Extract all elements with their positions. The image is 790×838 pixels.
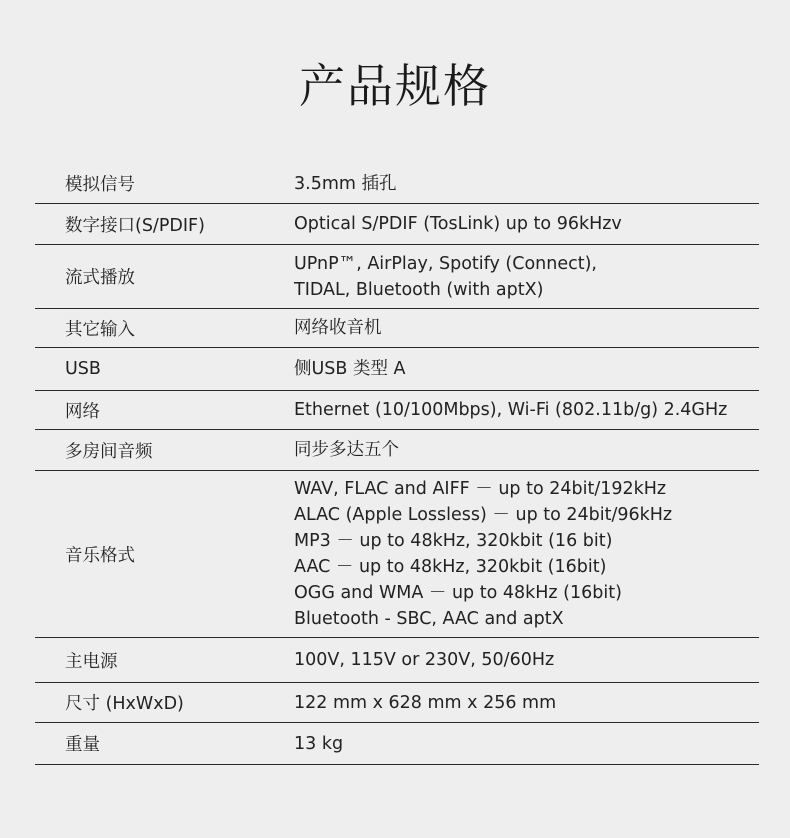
spec-label: USB <box>65 359 101 379</box>
spec-row-multiroom <box>35 430 759 471</box>
spec-value-line: 122 mm x 628 mm x 256 mm <box>294 692 557 713</box>
spec-value <box>265 315 759 341</box>
spec-value-line: AAC － up to 48kHz, 320kbit (16bit) <box>294 557 607 577</box>
spec-label: 数字接口(S/PDIF) <box>65 215 205 236</box>
spec-value <box>265 647 759 673</box>
spec-value-line: 13 kg <box>294 733 344 754</box>
spec-value-line: 3.5mm 插孔 <box>294 173 397 194</box>
spec-label: 音乐格式 <box>65 545 135 566</box>
spec-row-network <box>35 391 759 430</box>
spec-value-line: Bluetooth - SBC, AAC and aptX <box>294 609 564 629</box>
spec-row-formats <box>35 471 759 638</box>
spec-row-digital <box>35 204 759 245</box>
spec-label: 多房间音频 <box>65 441 153 462</box>
spec-value-line: 同步多达五个 <box>294 440 399 460</box>
spec-value-line: UPnP™, AirPlay, Spotify (Connect), <box>294 253 597 274</box>
spec-row-dimensions <box>35 683 759 723</box>
spec-value-line: TIDAL, Bluetooth (with aptX) <box>294 279 544 300</box>
spec-row-other-inputs <box>35 309 759 348</box>
spec-value-line: 网络收音机 <box>294 318 382 338</box>
spec-label: 重量 <box>65 735 100 755</box>
spec-label: 尺寸 (HxWxD) <box>65 694 184 714</box>
spec-value-line: Ethernet (10/100Mbps), Wi-Fi (802.11b/g) 2.4GHz <box>294 400 728 420</box>
spec-value-line: MP3 － up to 48kHz, 320kbit (16 bit) <box>294 531 613 551</box>
spec-table <box>35 164 759 765</box>
spec-value-line: WAV, FLAC and AIFF － up to 24bit/192kHz <box>294 479 667 499</box>
spec-value <box>265 731 759 757</box>
spec-value <box>265 171 759 197</box>
spec-label: 流式播放 <box>65 268 135 288</box>
spec-label: 主电源 <box>65 651 118 672</box>
spec-label: 模拟信号 <box>65 175 135 195</box>
spec-row-weight <box>35 723 759 765</box>
spec-row-usb <box>35 348 759 391</box>
spec-row-streaming <box>35 245 759 309</box>
spec-value-line: Optical S/PDIF (TosLink) up to 96kHzv <box>294 214 622 234</box>
spec-value <box>265 211 759 237</box>
spec-value <box>265 476 759 632</box>
spec-value <box>265 356 759 382</box>
spec-row-power <box>35 638 759 683</box>
spec-value-line: 侧USB 类型 A <box>294 359 406 379</box>
spec-value-line: ALAC (Apple Lossless) － up to 24bit/96kHz <box>294 505 673 525</box>
page-title: 产品规格 <box>299 59 491 113</box>
spec-value <box>265 690 759 716</box>
spec-value-line: 100V, 115V or 230V, 50/60Hz <box>294 650 555 670</box>
spec-value-line: OGG and WMA － up to 48kHz (16bit) <box>294 583 622 603</box>
spec-value <box>265 251 759 303</box>
spec-row-analog <box>35 164 759 204</box>
spec-label: 其它输入 <box>65 319 135 340</box>
spec-value <box>265 397 759 423</box>
spec-value <box>265 437 759 463</box>
spec-label: 网络 <box>65 401 100 422</box>
